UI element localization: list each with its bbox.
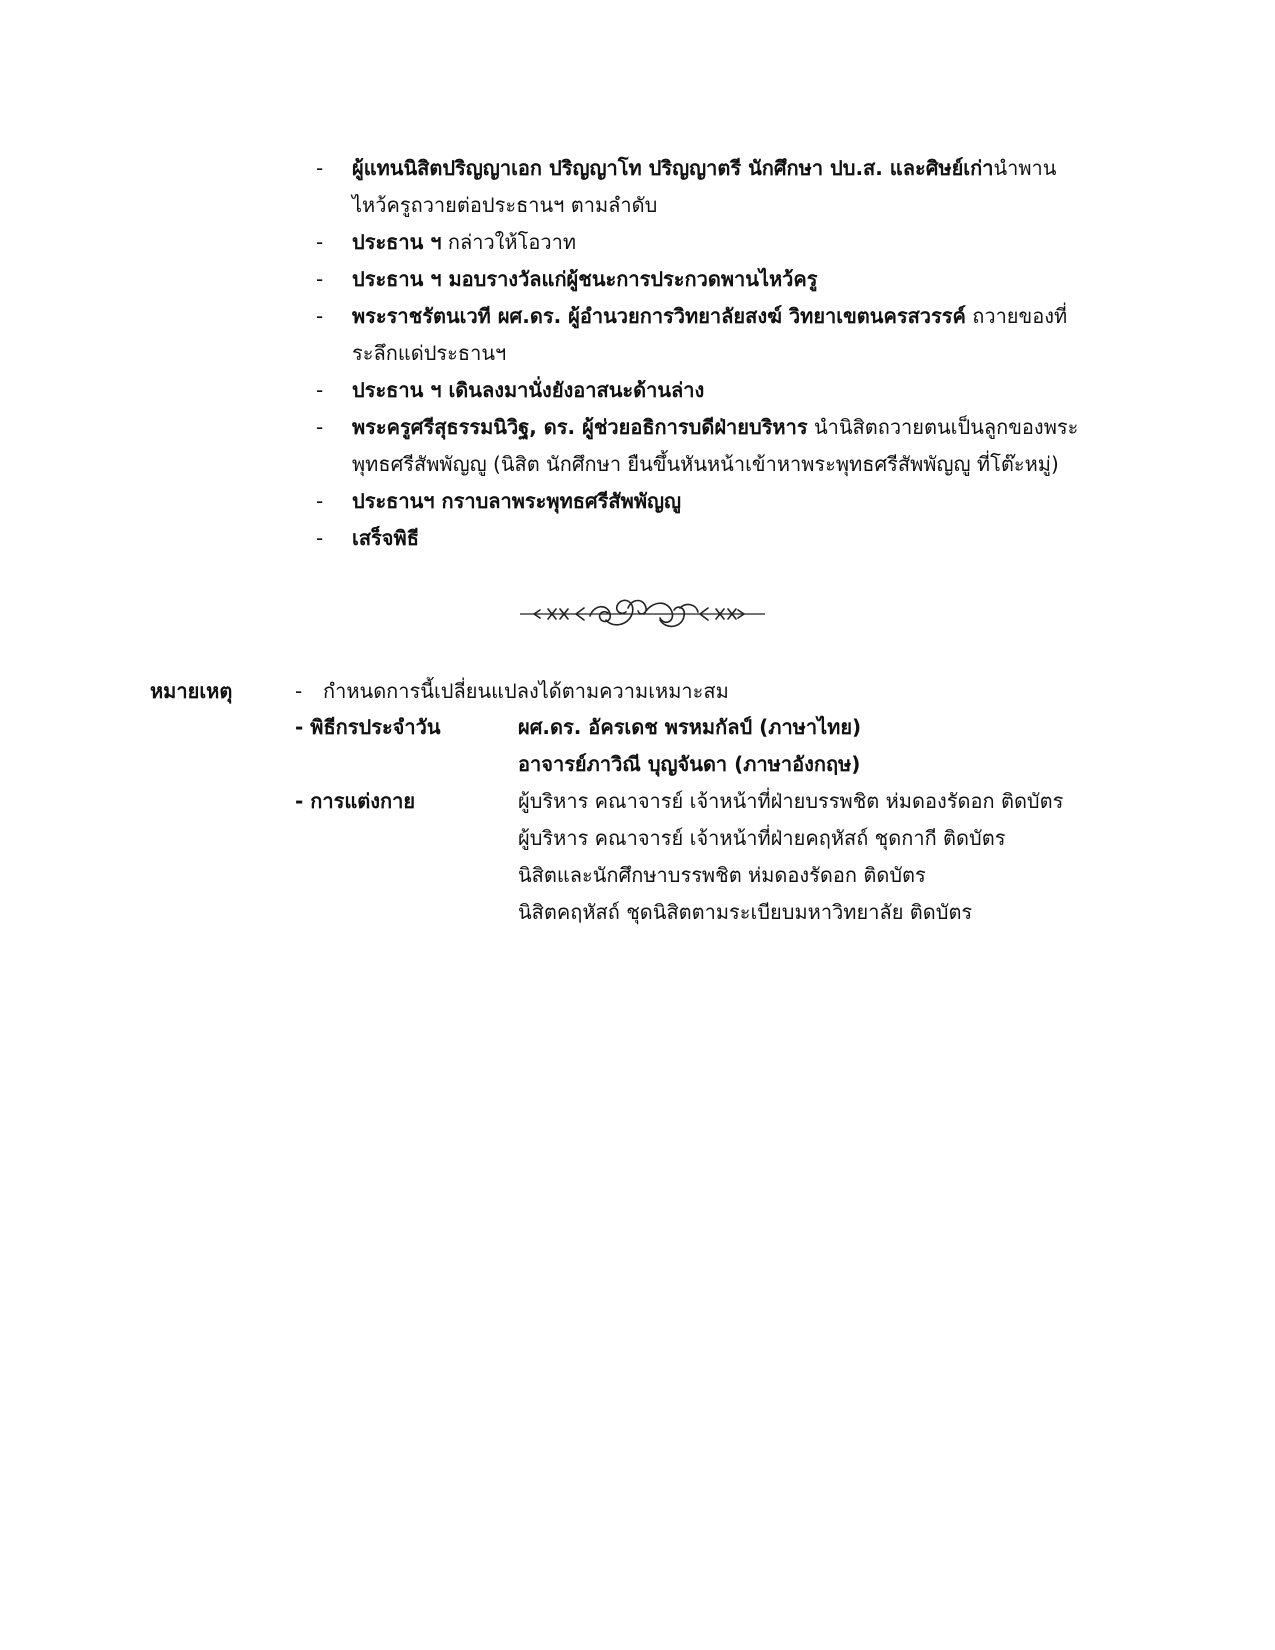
dress-code-label: - การแต่งกาย <box>295 789 416 813</box>
ceremony-host-value: ผศ.ดร. อัครเดช พรหมกัลป์ (ภาษาไทย) <box>518 715 862 739</box>
agenda-item <box>316 483 1116 520</box>
note-text: กำหนดการนี้เปลี่ยนแปลงได้ตามความเหมาะสม <box>323 679 729 703</box>
dress-code-value: นิสิตและนักศึกษาบรรพชิต ห่มดองรัดอก ติดบัตร <box>518 863 926 887</box>
agenda-item-bold-text: ประธาน ฯ มอบรางวัลแก่ผู้ชนะการประกวดพานไหว้ครู <box>352 267 818 291</box>
list-dash: - <box>316 156 324 180</box>
ceremony-host-value: อาจารย์ภาวิณี บุญจันดา (ภาษาอังกฤษ) <box>518 752 861 776</box>
dress-code-value: ผู้บริหาร คณาจารย์ เจ้าหน้าที่ฝ่ายคฤหัสถ์ ชุดกากี ติดบัตร <box>518 826 1006 850</box>
agenda-item <box>316 409 1116 483</box>
list-dash: - <box>316 415 324 439</box>
agenda-item-bold-text: ประธาน ฯ เดินลงมานั่งยังอาสนะด้านล่าง <box>352 378 705 402</box>
agenda-item-bold-text: พระครูศรีสุธรรมนิวิฐ, ดร. ผู้ช่วยอธิการบดีฝ่ายบริหาร <box>352 415 808 439</box>
list-dash: - <box>316 267 324 291</box>
agenda-item-text: กล่าวให้โอวาท <box>441 230 577 254</box>
agenda-item-text: ถวายของที่ <box>965 304 1068 328</box>
list-dash: - <box>316 304 324 328</box>
agenda-item <box>316 520 1116 557</box>
agenda-item-continuation: ระลึกแด่ประธานฯ <box>352 341 507 365</box>
ornamental-divider-icon <box>520 594 765 634</box>
agenda-item <box>316 150 1116 224</box>
agenda-item <box>316 261 1116 298</box>
agenda-list <box>316 150 1116 557</box>
list-dash: - <box>316 489 324 513</box>
list-dash: - <box>295 679 303 703</box>
dress-code-value: ผู้บริหาร คณาจารย์ เจ้าหน้าที่ฝ่ายบรรพชิต ห่มดองรัดอก ติดบัตร <box>518 789 1064 813</box>
agenda-item-bold-text: ประธานฯ กราบลาพระพุทธศรีสัพพัญญู <box>352 489 682 513</box>
list-dash: - <box>316 526 324 550</box>
agenda-item <box>316 372 1116 409</box>
agenda-item <box>316 224 1116 261</box>
list-dash: - <box>316 378 324 402</box>
agenda-item-bold-text: ประธาน ฯ <box>352 230 442 254</box>
agenda-item-text: นำพาน <box>993 156 1057 180</box>
notes-label: หมายเหตุ <box>150 679 233 703</box>
agenda-item-continuation: พุทธศรีสัพพัญญู (นิสิต นักศึกษา ยืนขึ้นหันหน้าเข้าหาพระพุทธศรีสัพพัญญู ที่โต๊ะหมู่) <box>352 452 1059 476</box>
ceremony-host-label: - พิธีกรประจำวัน <box>295 715 441 739</box>
agenda-item-bold-text: เสร็จพิธี <box>352 526 419 550</box>
agenda-item <box>316 298 1116 372</box>
list-dash: - <box>316 230 324 254</box>
dress-code-value: นิสิตคฤหัสถ์ ชุดนิสิตตามระเบียบมหาวิทยาลัย ติดบัตร <box>518 900 973 924</box>
agenda-item-text: นำนิสิตถวายตนเป็นลูกของพระ <box>807 415 1079 439</box>
note-line <box>295 673 729 710</box>
agenda-item-bold-text: พระราชรัตนเวที ผศ.ดร. ผู้อำนวยการวิทยาลัยสงฆ์ วิทยาเขตนครสวรรค์ <box>352 304 966 328</box>
agenda-item-bold-text: ผู้แทนนิสิตปริญญาเอก ปริญญาโท ปริญญาตรี นักศึกษา ปบ.ส. และศิษย์เก่า <box>352 156 994 180</box>
agenda-item-continuation: ไหว้ครูถวายต่อประธานฯ ตามลำดับ <box>352 193 658 217</box>
